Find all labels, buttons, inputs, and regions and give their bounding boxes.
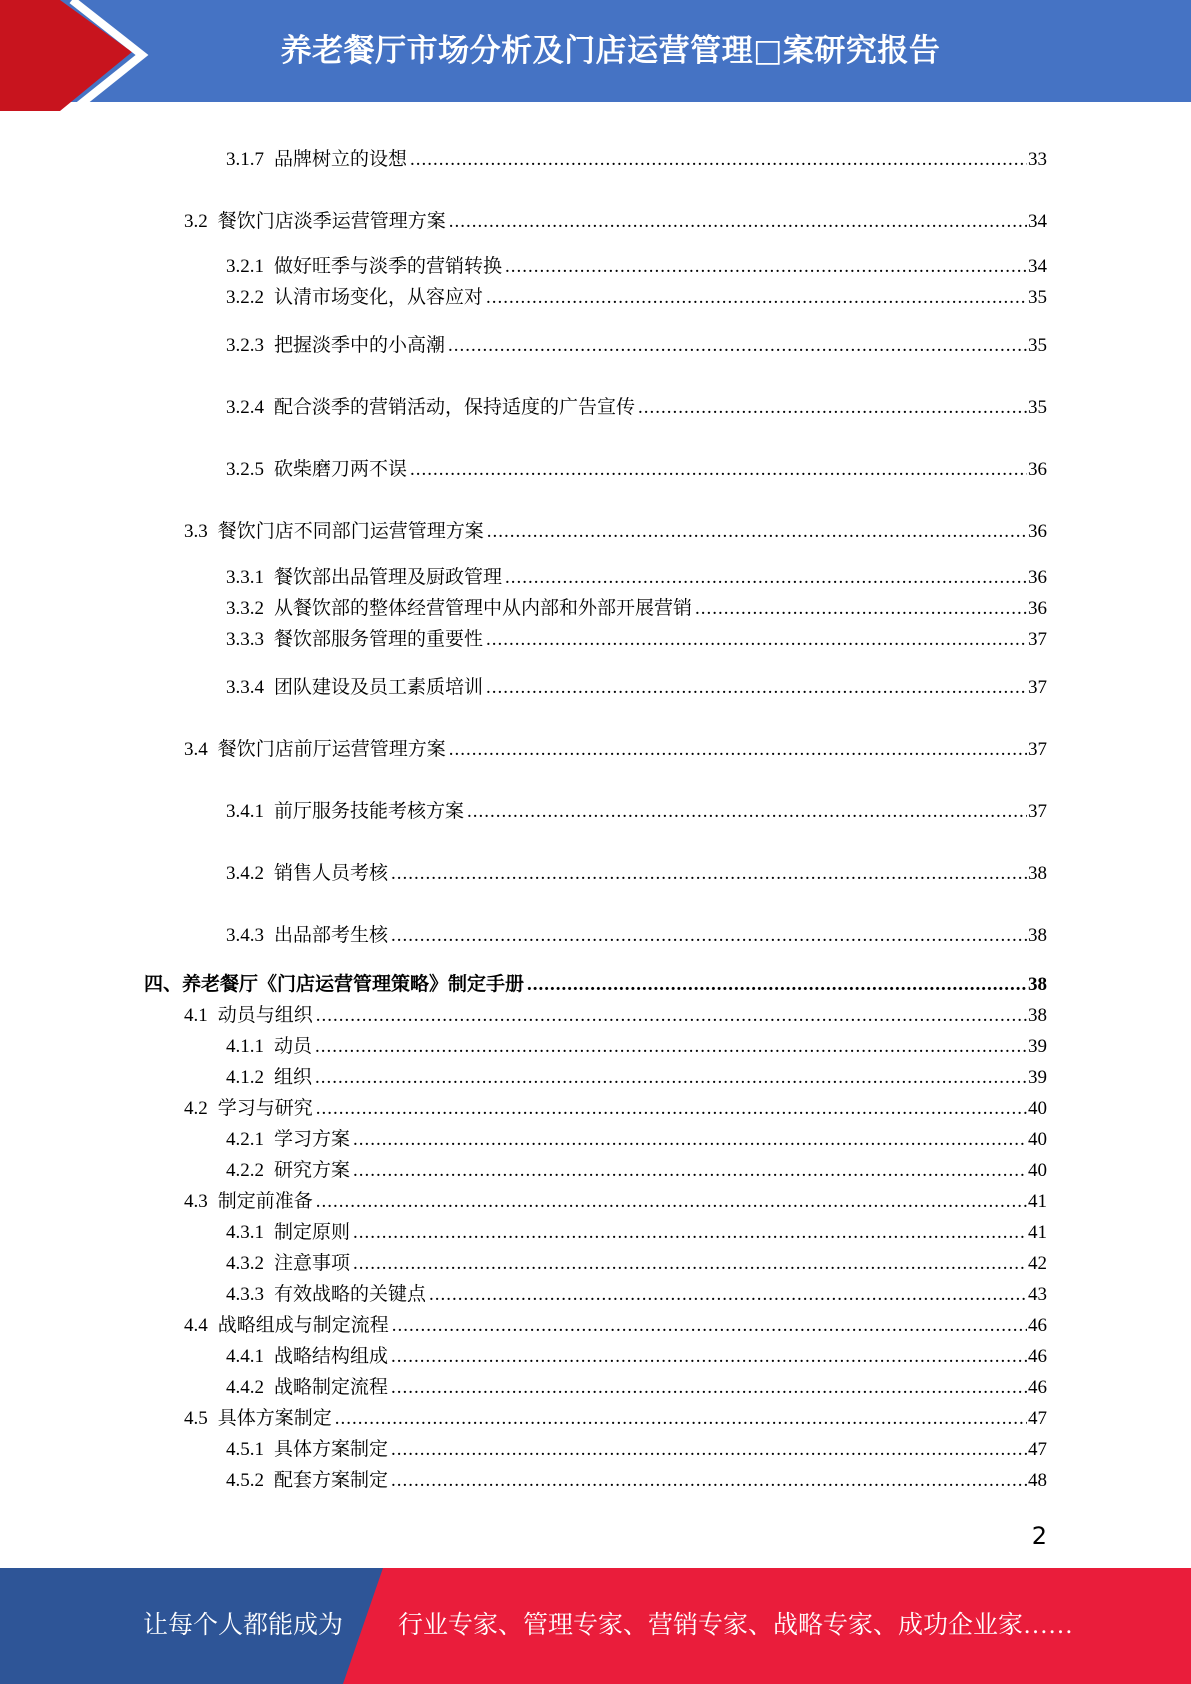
- header-title: 养老餐厅市场分析及门店运营管理□案研究报告: [280, 33, 941, 69]
- toc-entry[interactable]: [226, 1252, 1047, 1276]
- toc-entry-number: 4.2.2: [226, 1160, 264, 1181]
- toc-entry-page: 40: [1028, 1160, 1047, 1181]
- toc-entry-page: 35: [1028, 397, 1047, 418]
- toc-entry-page: 38: [1028, 974, 1047, 995]
- toc-entry[interactable]: [226, 676, 1047, 700]
- toc-entry-title: 具体方案制定: [217, 1408, 332, 1429]
- toc-entry-title: 餐饮门店前厅运营管理方案: [217, 739, 446, 760]
- toc-leader-dots: [391, 924, 1027, 948]
- toc-entry-title: 餐饮门店不同部门运营管理方案: [217, 521, 484, 542]
- toc-entry-title: 配合淡季的营销活动，保持适度的广告宣传: [274, 397, 636, 418]
- toc-leader-dots: [391, 862, 1027, 886]
- toc-entry-page: 35: [1028, 287, 1047, 308]
- toc-entry-title: 学习与研究: [217, 1098, 313, 1119]
- toc-entry[interactable]: [184, 1314, 1047, 1338]
- toc-leader-dots: [486, 676, 1027, 700]
- toc-entry-number: 4.1.1: [226, 1036, 264, 1057]
- toc-entry-page: 40: [1028, 1129, 1047, 1150]
- toc-entry-number: 4.2.1: [226, 1129, 264, 1150]
- toc-entry[interactable]: [226, 566, 1047, 590]
- toc-entry[interactable]: [226, 1128, 1047, 1152]
- toc-entry[interactable]: [184, 520, 1047, 544]
- toc-entry-title: 动员与组织: [217, 1005, 313, 1026]
- toc-entry-title: 制定原则: [274, 1222, 351, 1243]
- toc-entry[interactable]: [226, 148, 1047, 172]
- toc-entry-page: 34: [1028, 211, 1047, 232]
- toc-leader-dots: [505, 255, 1027, 279]
- toc-entry-number: 4.3.2: [226, 1253, 264, 1274]
- toc-entry-number: 3.3: [184, 521, 208, 542]
- toc-leader-dots: [391, 1345, 1027, 1369]
- toc-entry[interactable]: [184, 738, 1047, 762]
- toc-entry-title: 配套方案制定: [274, 1470, 389, 1491]
- toc-entry-page: 38: [1028, 925, 1047, 946]
- toc-entry[interactable]: [226, 1469, 1047, 1493]
- toc-leader-dots: [392, 1314, 1027, 1338]
- toc-entry-number: 4.1: [184, 1005, 208, 1026]
- toc-entry-title: 砍柴磨刀两不误: [274, 459, 408, 480]
- toc-entry-page: 38: [1028, 863, 1047, 884]
- toc-leader-dots: [429, 1283, 1027, 1307]
- toc-entry-page: 34: [1028, 256, 1047, 277]
- toc-entry-number: 3.4: [184, 739, 208, 760]
- toc-entry-page: 33: [1028, 149, 1047, 170]
- toc-entry-title: 有效战略的关键点: [274, 1284, 427, 1305]
- toc-entry-number: 3.3.2: [226, 598, 264, 619]
- toc-entry-title: 从餐饮部的整体经营管理中从内部和外部开展营销: [274, 598, 693, 619]
- toc-entry-number: 4.4.1: [226, 1346, 264, 1367]
- toc-entry-title: 销售人员考核: [274, 863, 389, 884]
- toc-leader-dots: [527, 973, 1027, 997]
- footer-slogan: 让每个人都能成为: [143, 1612, 344, 1639]
- toc-entry[interactable]: [184, 1407, 1047, 1431]
- toc-entry[interactable]: [226, 862, 1047, 886]
- toc-entry-page: 43: [1028, 1284, 1047, 1305]
- toc-entry[interactable]: [184, 1190, 1047, 1214]
- toc-entry-page: 46: [1028, 1377, 1047, 1398]
- toc-entry[interactable]: [226, 1438, 1047, 1462]
- toc-entry-number: 3.2.2: [226, 287, 264, 308]
- toc-entry-title: 前厅服务技能考核方案: [274, 801, 465, 822]
- toc-entry-title: 制定前准备: [217, 1191, 313, 1212]
- page-footer: [0, 1568, 1191, 1684]
- toc-entry-title: 动员: [274, 1036, 313, 1057]
- toc-entry-number: 4.4.2: [226, 1377, 264, 1398]
- toc-entry-number: 3.2.1: [226, 256, 264, 277]
- toc-leader-dots: [353, 1252, 1027, 1276]
- toc-entry-number: 3.4.1: [226, 801, 264, 822]
- toc-entry[interactable]: [226, 396, 1047, 420]
- toc-entry[interactable]: [226, 800, 1047, 824]
- toc-leader-dots: [410, 148, 1027, 172]
- toc-entry-title: 把握淡季中的小高潮: [274, 335, 446, 356]
- toc-entry-number: 3.3.1: [226, 567, 264, 588]
- toc-leader-dots: [316, 1097, 1027, 1121]
- toc-leader-dots: [353, 1128, 1027, 1152]
- toc-entry-title: 认清市场变化，从容应对: [274, 287, 484, 308]
- toc-entry-number: 3.2: [184, 211, 208, 232]
- toc-entry-title: 研究方案: [274, 1160, 351, 1181]
- toc-entry-page: 37: [1028, 801, 1047, 822]
- toc-entry[interactable]: [226, 924, 1047, 948]
- footer-roles: 行业专家、管理专家、营销专家、战略专家、成功企业家……: [398, 1612, 1074, 1639]
- toc-entry-title: 战略结构组成: [274, 1346, 389, 1367]
- toc-entry-number: 3.2.3: [226, 335, 264, 356]
- toc-entry-page: 36: [1028, 567, 1047, 588]
- toc-entry-page: 35: [1028, 335, 1047, 356]
- toc-entry[interactable]: [184, 1097, 1047, 1121]
- toc-entry-number: 4.5: [184, 1408, 208, 1429]
- toc-entry-title: 组织: [274, 1067, 313, 1088]
- toc-leader-dots: [486, 628, 1027, 652]
- toc-entry[interactable]: [226, 458, 1047, 482]
- toc-entry-number: 4.2: [184, 1098, 208, 1119]
- toc-entry[interactable]: [144, 973, 1047, 997]
- toc-entry-page: 38: [1028, 1005, 1047, 1026]
- toc-entry[interactable]: [226, 1221, 1047, 1245]
- toc-leader-dots: [486, 286, 1027, 310]
- toc-leader-dots: [448, 334, 1027, 358]
- toc-entry[interactable]: [226, 1376, 1047, 1400]
- toc-leader-dots: [316, 1004, 1027, 1028]
- toc-entry[interactable]: [226, 1159, 1047, 1183]
- toc-entry[interactable]: [226, 286, 1047, 310]
- toc-entry[interactable]: [226, 1035, 1047, 1059]
- toc-entry-number: 4.1.2: [226, 1067, 264, 1088]
- toc-entry-title: 品牌树立的设想: [274, 149, 408, 170]
- toc-entry-title: 餐饮部服务管理的重要性: [274, 629, 484, 650]
- toc-entry-page: 41: [1028, 1191, 1047, 1212]
- toc-entry-page: 36: [1028, 598, 1047, 619]
- toc-entry-number: 3.3.3: [226, 629, 264, 650]
- toc-entry-page: 41: [1028, 1222, 1047, 1243]
- toc-entry-number: 4.5.1: [226, 1439, 264, 1460]
- toc-entry-page: 46: [1028, 1346, 1047, 1367]
- toc-leader-dots: [315, 1066, 1027, 1090]
- toc-entry-page: 46: [1028, 1315, 1047, 1336]
- toc-entry-page: 37: [1028, 629, 1047, 650]
- toc-leader-dots: [638, 396, 1027, 420]
- toc-leader-dots: [391, 1469, 1027, 1493]
- toc-entry-title: 团队建设及员工素质培训: [274, 677, 484, 698]
- toc-entry-title: 学习方案: [274, 1129, 351, 1150]
- toc-leader-dots: [695, 597, 1027, 621]
- toc-entry-title: 具体方案制定: [274, 1439, 389, 1460]
- toc-leader-dots: [353, 1159, 1027, 1183]
- toc-entry-title: 餐饮门店淡季运营管理方案: [217, 211, 446, 232]
- toc-entry-title: 做好旺季与淡季的营销转换: [274, 256, 503, 277]
- toc-entry-page: 36: [1028, 521, 1047, 542]
- toc-entry-number: 3.1.7: [226, 149, 264, 170]
- toc-entry-number: 3.2.5: [226, 459, 264, 480]
- toc-entry[interactable]: [226, 1066, 1047, 1090]
- toc-entry-page: 36: [1028, 459, 1047, 480]
- toc-entry[interactable]: [226, 1345, 1047, 1369]
- toc-entry-page: 37: [1028, 677, 1047, 698]
- toc-entry-page: 39: [1028, 1036, 1047, 1057]
- toc-entry-page: 40: [1028, 1098, 1047, 1119]
- toc-entry-title: 四、养老餐厅《门店运营管理策略》制定手册: [144, 974, 525, 995]
- toc-entry-title: 战略制定流程: [274, 1377, 389, 1398]
- toc-leader-dots: [487, 520, 1027, 544]
- toc-leader-dots: [410, 458, 1027, 482]
- toc-entry-title: 出品部考生核: [274, 925, 389, 946]
- toc-entry-page: 37: [1028, 739, 1047, 760]
- toc-entry-number: 4.3: [184, 1191, 208, 1212]
- toc-entry[interactable]: [226, 334, 1047, 358]
- toc-entry-number: 4.3.3: [226, 1284, 264, 1305]
- toc-entry[interactable]: [184, 210, 1047, 234]
- toc-entry-number: 4.4: [184, 1315, 208, 1336]
- toc-entry-title: 注意事项: [274, 1253, 351, 1274]
- toc-leader-dots: [449, 738, 1027, 762]
- toc-entry-page: 39: [1028, 1067, 1047, 1088]
- toc-leader-dots: [391, 1438, 1027, 1462]
- toc-entry-number: 4.3.1: [226, 1222, 264, 1243]
- toc-entry[interactable]: [184, 1004, 1047, 1028]
- toc-entry-page: 42: [1028, 1253, 1047, 1274]
- toc-leader-dots: [391, 1376, 1027, 1400]
- toc-entry[interactable]: [226, 1283, 1047, 1307]
- page-header: [0, 0, 1191, 111]
- toc-entry-title: 餐饮部出品管理及厨政管理: [274, 567, 503, 588]
- toc-entry[interactable]: [226, 255, 1047, 279]
- toc-entry-number: 3.2.4: [226, 397, 264, 418]
- toc-leader-dots: [315, 1035, 1027, 1059]
- toc-leader-dots: [316, 1190, 1027, 1214]
- toc-entry-number: 3.4.2: [226, 863, 264, 884]
- toc-entry-title: 战略组成与制定流程: [217, 1315, 389, 1336]
- toc-entry[interactable]: [226, 597, 1047, 621]
- toc-leader-dots: [449, 210, 1027, 234]
- toc-entry-page: 47: [1028, 1439, 1047, 1460]
- toc-entry-number: 4.5.2: [226, 1470, 264, 1491]
- toc-entry-page: 47: [1028, 1408, 1047, 1429]
- toc-leader-dots: [353, 1221, 1027, 1245]
- toc-leader-dots: [505, 566, 1027, 590]
- page-number: 2: [1031, 1522, 1047, 1550]
- toc-entry[interactable]: [226, 628, 1047, 652]
- toc-leader-dots: [335, 1407, 1027, 1431]
- toc-leader-dots: [467, 800, 1027, 824]
- toc-entry-page: 48: [1028, 1470, 1047, 1491]
- toc-entry-number: 3.3.4: [226, 677, 264, 698]
- toc-entry-number: 3.4.3: [226, 925, 264, 946]
